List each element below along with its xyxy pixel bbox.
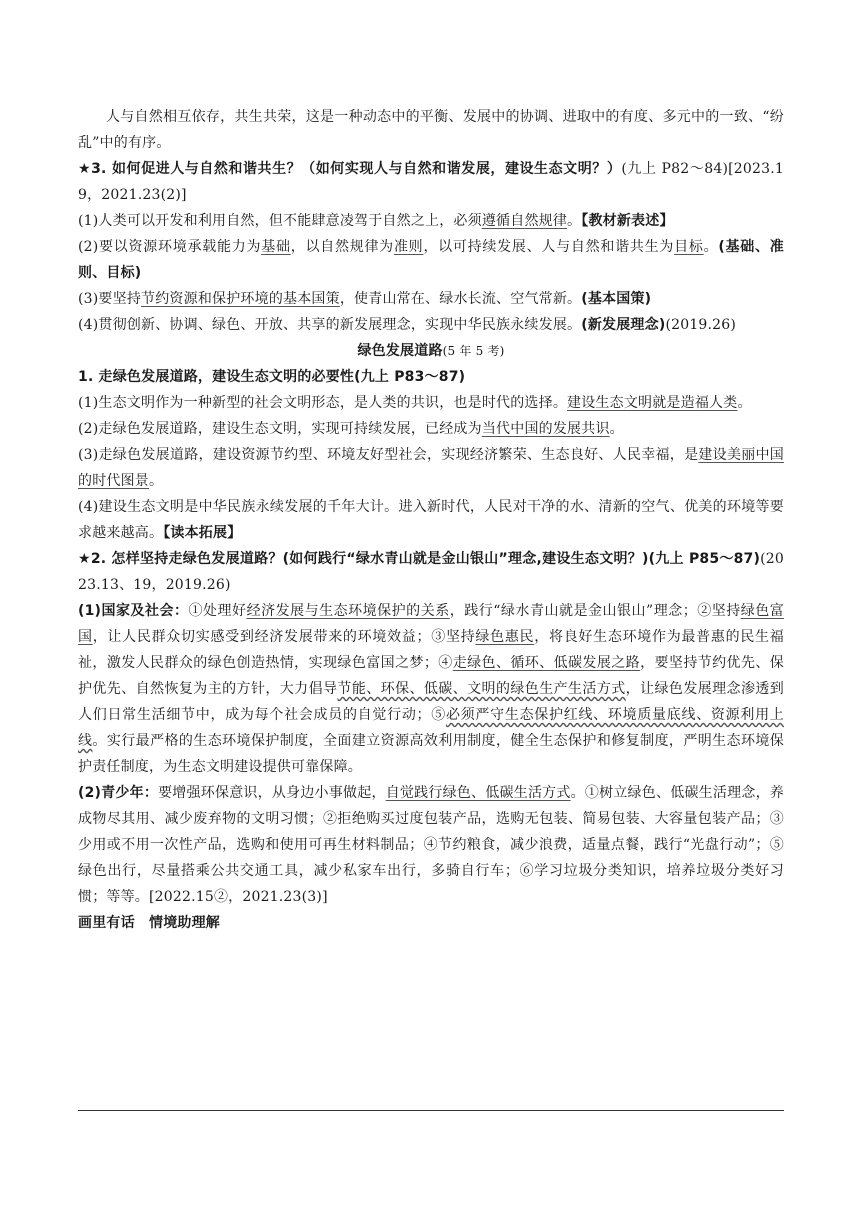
q3-item-1-tag: 【教材新表述】 xyxy=(581,213,674,229)
q3-item-1-key: 遵循自然规律 xyxy=(481,213,568,229)
q3-item-2 xyxy=(78,234,784,286)
q3-item-1-text: (1)人类可以开发和利用自然，但不能肆意凌驾于自然之上，必须 xyxy=(78,213,482,229)
s1-item-4-text: (4)建设生态文明是中华民族永续发展的千年大计。进入新时代，人民对干净的水、清新的空气、优美的环境等要求越来越高。 xyxy=(78,499,784,541)
s1-item-2-end: 。 xyxy=(609,421,624,437)
s2-national-text: ，要坚持节约优先、保护优先、自然恢复为主的方针，大力倡导 xyxy=(78,655,784,697)
footer-heading: 画里有话 情境助理解 xyxy=(78,915,220,931)
s2-national-text: ，践行“绿水青山就是金山银山”理念；②坚持 xyxy=(449,603,741,619)
q3-item-2-tag: (基础、准则、目标) xyxy=(78,239,784,281)
s2-national-paragraph xyxy=(78,598,784,780)
s2-national-key: 经济发展与生态环境保护的关系 xyxy=(246,603,450,619)
s2-national-key: 必须严守生态保护红线、环境质量底线、资源利用上线 xyxy=(78,707,785,749)
s1-item-3-end: 。 xyxy=(149,473,164,489)
q3-item-2-key-1: 基础 xyxy=(261,239,291,255)
s2-national-text: ，让绿色发展理念渗透到人们日常生活细节中，成为每个社会成员的自觉行动；⑤ xyxy=(78,681,784,723)
s2-youth-key: 自觉践行绿色、低碳生活方式 xyxy=(385,785,571,801)
q3-heading xyxy=(78,156,784,208)
q3-item-2-mid-2: ，以可持续发展、人与自然和谐共生为 xyxy=(423,239,675,255)
footer-divider xyxy=(78,1110,784,1111)
s1-item-2-key: 当代中国的发展共识 xyxy=(481,421,610,437)
s2-national-text: ①处理好 xyxy=(188,603,247,619)
intro-paragraph: 人与自然相互依存，共生共荣，这是一种动态中的平衡、发展中的协调、进取中的有度、多元中的一致、“纷乱”中的有序。 xyxy=(78,109,784,151)
q3-item-3-end: ，使青山常在、绿水长流、空气常新。 xyxy=(339,291,582,307)
q3-title: ★3. 如何促进人与自然和谐共生？（如何实现人与自然和谐发展，建设生态文明？） xyxy=(78,161,622,177)
q3-ref: (九上 P82～84)[2023.19，2021.23(2)] xyxy=(78,161,784,203)
s2-national-text: 。实行最严格的生态环境保护制度，全面建立资源高效利用制度，健全生态保护和修复制度，严明生态环境保护责任制度，为生态文明建设提供可靠保障。 xyxy=(78,733,784,775)
section-note: (5 年 5 考) xyxy=(442,344,505,358)
q3-item-3 xyxy=(78,286,784,312)
s1-item-1-end: 。 xyxy=(737,395,752,411)
s1-item-1-text: (1)生态文明作为一种新型的社会文明形态，是人类的共识，也是时代的选择。 xyxy=(78,395,568,411)
q3-item-4-tag: (新发展理念) xyxy=(581,317,666,333)
q3-item-1-end: 。 xyxy=(567,213,582,229)
q3-item-2-key-2: 准则 xyxy=(393,239,424,255)
s1-item-4-tag: 【读本拓展】 xyxy=(163,525,242,541)
section-title: 绿色发展道路 xyxy=(357,343,443,359)
s2-national-label: (1)国家及社会： xyxy=(78,603,189,619)
s1-item-3-key: 建设美丽中国的时代图景 xyxy=(78,447,784,489)
s2-youth-text: 要增强环保意识，从身边小事做起， xyxy=(158,785,386,801)
q3-item-2-key-3: 目标 xyxy=(674,239,704,255)
s1-item-2-text: (2)走绿色发展道路，建设生态文明，实现可持续发展，已经成为 xyxy=(78,421,482,437)
s2-title: ★2. 怎样坚持走绿色发展道路？(如何践行“绿水青山就是金山银山”理念,建设生态文明？)(九上 P85～87) xyxy=(78,551,761,567)
s2-ref: (2023.13、19，2019.26) xyxy=(78,551,784,593)
s1-item-1 xyxy=(78,390,784,416)
s1-heading: 1. 走绿色发展道路，建设生态文明的必要性(九上 P83～87) xyxy=(78,369,466,385)
q3-item-4-ref: (2019.26) xyxy=(665,317,737,333)
s1-item-3 xyxy=(78,442,784,494)
section-heading xyxy=(78,338,784,364)
q3-item-1 xyxy=(78,208,784,234)
q3-item-2-mid-3: 。 xyxy=(703,239,719,255)
s1-item-4 xyxy=(78,494,784,546)
q3-item-3-key: 节约资源和保护环境的基本国策 xyxy=(141,291,340,307)
s1-item-2 xyxy=(78,416,784,442)
s2-national-text: ，将良好生态环境作为最普惠的民生福祉，激发人民群众的绿色创造热情，实现绿色富国之梦；④ xyxy=(78,629,784,671)
s2-national-key: 节能、环保、低碳、文明的绿色生产生活方式 xyxy=(337,681,626,697)
q3-item-4 xyxy=(78,312,784,338)
q3-item-2-text: (2)要以资源环境承载能力为 xyxy=(78,239,262,255)
q3-item-4-text: (4)贯彻创新、协调、绿色、开放、共享的新发展理念，实现中华民族永续发展。 xyxy=(78,317,582,333)
s1-item-3-text: (3)走绿色发展道路，建设资源节约型、环境友好型社会，实现经济繁荣、生态良好、人民幸福，是 xyxy=(78,447,699,463)
s2-youth-text: 。①树立绿色、低碳生活理念，养成物尽其用、减少废弃物的文明习惯；②拒绝购买过度包装产品，选购无包装、简易包装、大容量包装产品；③少用或不用一次性产品，选购和使用可再生材料制品；④节约粮食，减少浪费，适量点餐，践行“光盘行动”；⑤绿色出行，尽量搭乘公共交通工具，减少私家车出行，多骑自行车；⑥学习垃圾分类知识，培养垃圾分类好习惯；等等。[2022.15②，2021.23(3)] xyxy=(78,785,784,905)
s2-heading xyxy=(78,546,784,598)
s2-national-key: 走绿色、循环、低碳发展之路 xyxy=(452,655,641,671)
q3-item-3-text: (3)要坚持 xyxy=(78,291,142,307)
q3-item-3-tag: (基本国策) xyxy=(581,291,652,307)
q3-item-2-mid-1: ，以自然规律为 xyxy=(290,239,394,255)
s2-national-key: 绿色惠民 xyxy=(475,629,535,645)
s2-national-text: ，让人民群众切实感受到经济发展带来的环境效益；③坚持 xyxy=(92,629,476,645)
s1-item-1-key: 建设生态文明就是造福人类 xyxy=(567,395,738,411)
s2-national-key: 绿色富国 xyxy=(78,603,784,645)
document-page xyxy=(78,104,784,936)
s2-youth-label: (2)青少年： xyxy=(78,785,159,801)
s2-youth-paragraph xyxy=(78,780,784,910)
